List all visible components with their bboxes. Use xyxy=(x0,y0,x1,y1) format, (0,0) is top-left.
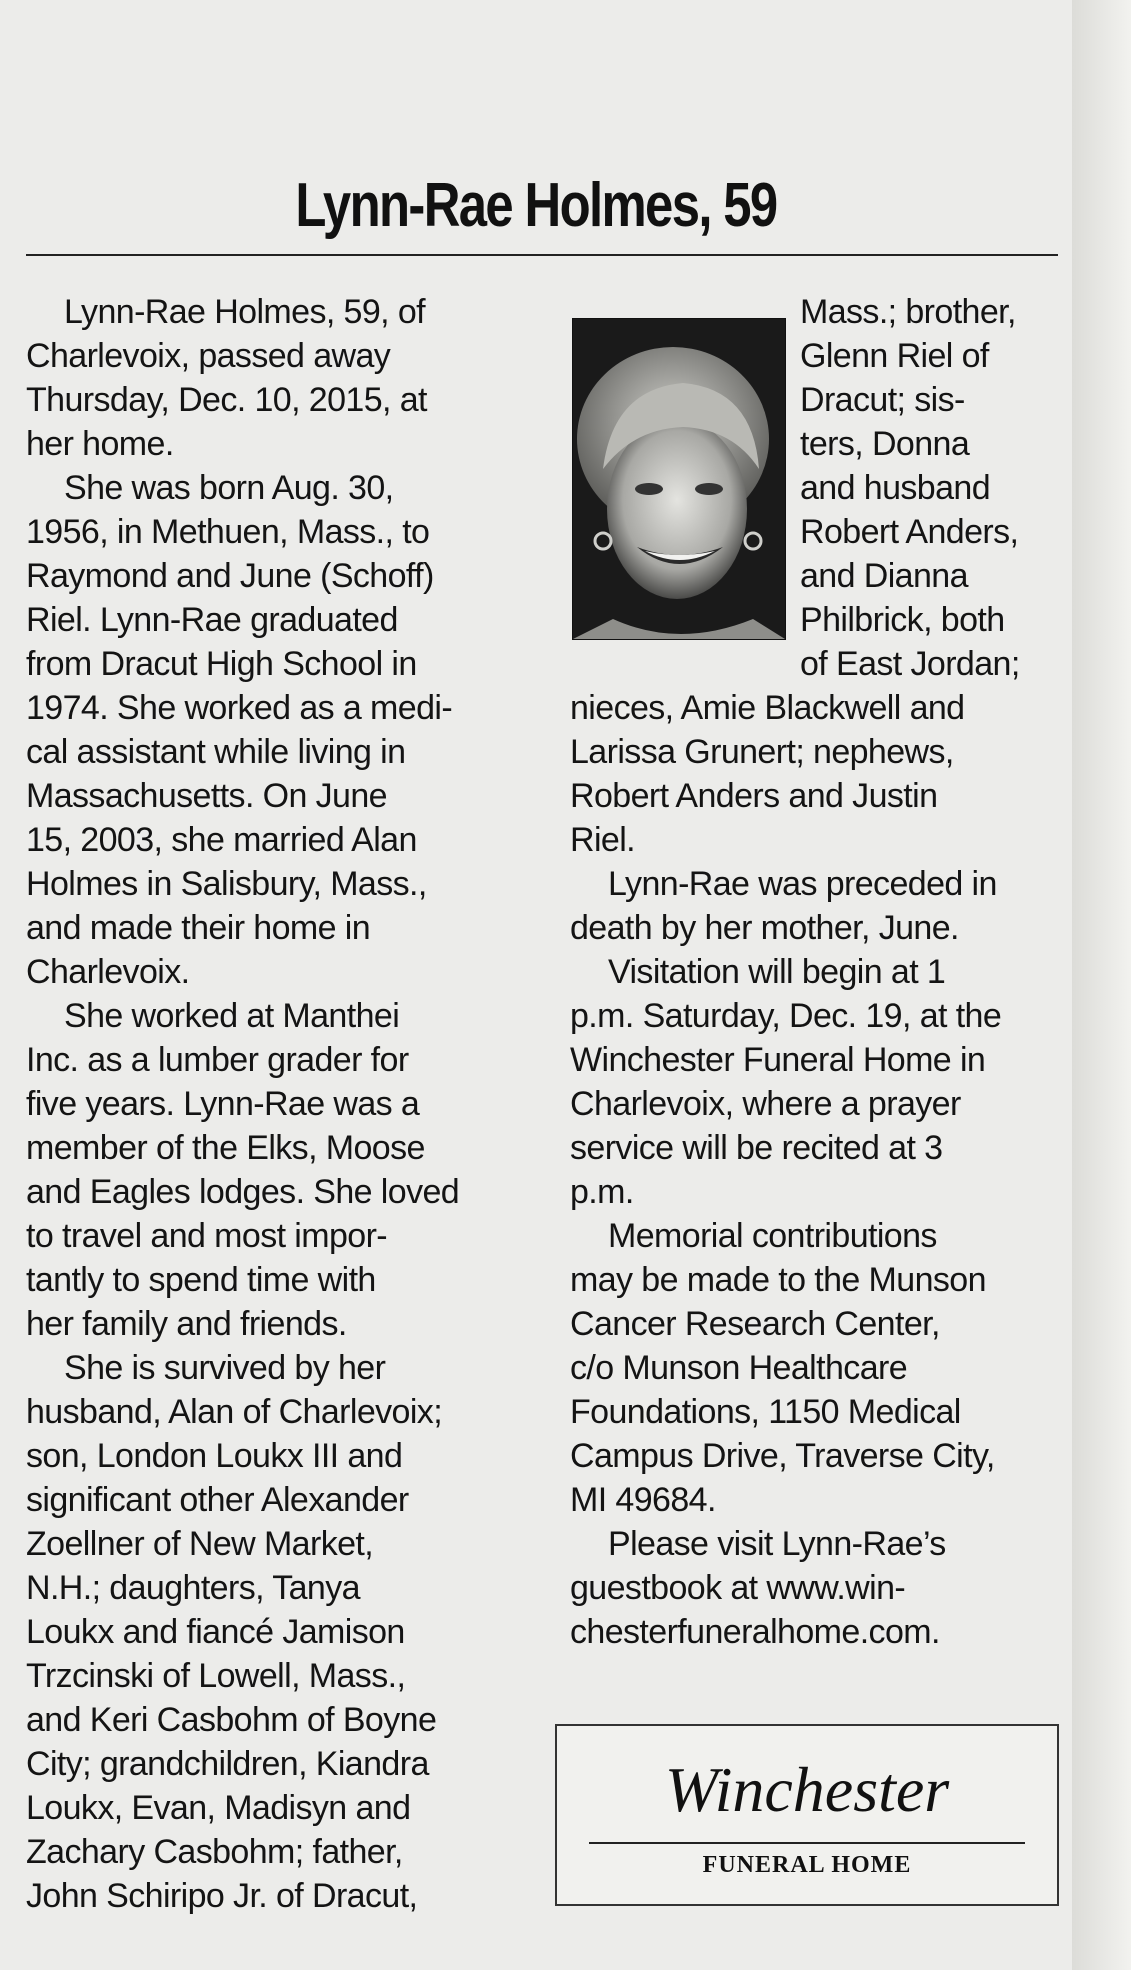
text-line: Loukx and fiancé Jamison xyxy=(26,1613,405,1651)
text-line: cal assistant while living in xyxy=(26,733,406,771)
text-line: Memorial contributions xyxy=(608,1217,937,1255)
text-line: City; grandchildren, Kiandra xyxy=(26,1745,429,1783)
headline-rule xyxy=(26,254,1058,256)
text-line: from Dracut High School in xyxy=(26,645,417,683)
text-line: of East Jordan; xyxy=(800,645,1020,683)
text-line: Massachusetts. On June xyxy=(26,777,387,815)
text-line: Lynn-Rae Holmes, 59, of xyxy=(64,293,426,331)
text-line: her home. xyxy=(26,425,174,463)
text-line: p.m. Saturday, Dec. 19, at the xyxy=(570,997,1002,1035)
text-line: Winchester Funeral Home in xyxy=(570,1041,986,1079)
text-line: Philbrick, both xyxy=(800,601,1005,639)
text-line: Please visit Lynn-Rae’s xyxy=(608,1525,946,1563)
text-line: She was born Aug. 30, xyxy=(64,469,394,507)
text-line: MI 49684. xyxy=(570,1481,716,1519)
text-line: c/o Munson Healthcare xyxy=(570,1349,908,1387)
text-line: p.m. xyxy=(570,1173,634,1211)
left-column-text xyxy=(26,290,526,1918)
text-line: guestbook at www.win- xyxy=(570,1569,906,1607)
text-line: 1974. She worked as a medi- xyxy=(26,689,453,727)
text-line: Zoellner of New Market, xyxy=(26,1525,374,1563)
text-line: Mass.; brother, xyxy=(800,293,1016,331)
text-line: Glenn Riel of xyxy=(800,337,989,375)
text-line: and Dianna xyxy=(800,557,968,595)
text-line: son, London Loukx III and xyxy=(26,1437,403,1475)
winchester-logo: Winchester xyxy=(664,1754,950,1825)
funeral-home-ad xyxy=(555,1724,1059,1906)
text-line: Raymond and June (Schoff) xyxy=(26,557,434,595)
text-line: Trzcinski of Lowell, Mass., xyxy=(26,1657,406,1695)
text-line: ters, Donna xyxy=(800,425,970,463)
text-line: Riel. xyxy=(570,821,636,859)
text-line: service will be recited at 3 xyxy=(570,1129,943,1167)
text-line: Charlevoix, passed away xyxy=(26,337,391,375)
text-line: Dracut; sis- xyxy=(800,381,965,419)
text-line: Foundations, 1150 Medical xyxy=(570,1393,961,1431)
text-line: Charlevoix. xyxy=(26,953,190,991)
text-line: Robert Anders, xyxy=(800,513,1019,551)
text-line: significant other Alexander xyxy=(26,1481,409,1519)
portrait-photo xyxy=(572,318,786,640)
text-line: Riel. Lynn-Rae graduated xyxy=(26,601,398,639)
text-line: She worked at Manthei xyxy=(64,997,400,1035)
text-line: and Eagles lodges. She loved xyxy=(26,1173,460,1211)
text-line: to travel and most impor- xyxy=(26,1217,388,1255)
ad-subtitle: FUNERAL HOME xyxy=(702,1852,912,1878)
text-line: Lynn-Rae was preceded in xyxy=(608,865,997,903)
text-line: five years. Lynn-Rae was a xyxy=(26,1085,420,1123)
text-line: and made their home in xyxy=(26,909,371,947)
text-line: N.H.; daughters, Tanya xyxy=(26,1569,360,1607)
text-line: death by her mother, June. xyxy=(570,909,959,947)
text-line: may be made to the Munson xyxy=(570,1261,986,1299)
text-line: and Keri Casbohm of Boyne xyxy=(26,1701,437,1739)
text-line: Loukx, Evan, Madisyn and xyxy=(26,1789,411,1827)
text-line: chesterfuneralhome.com. xyxy=(570,1613,940,1651)
ad-divider xyxy=(589,1842,1025,1844)
text-line: Charlevoix, where a prayer xyxy=(570,1085,961,1123)
text-line: Zachary Casbohm; father, xyxy=(26,1833,403,1871)
text-line: Robert Anders and Justin xyxy=(570,777,938,815)
text-line: 15, 2003, she married Alan xyxy=(26,821,417,859)
text-line: Visitation will begin at 1 xyxy=(608,953,946,991)
text-line: husband, Alan of Charlevoix; xyxy=(26,1393,443,1431)
text-line: Holmes in Salisbury, Mass., xyxy=(26,865,427,903)
text-line: John Schiripo Jr. of Dracut, xyxy=(26,1877,418,1915)
page-edge xyxy=(1072,0,1131,1970)
text-line: Cancer Research Center, xyxy=(570,1305,940,1343)
text-line: She is survived by her xyxy=(64,1349,386,1387)
right-column-top-text xyxy=(800,290,1060,686)
text-line: tantly to spend time with xyxy=(26,1261,376,1299)
text-line: Larissa Grunert; nephews, xyxy=(570,733,954,771)
text-line: 1956, in Methuen, Mass., to xyxy=(26,513,430,551)
text-line: and husband xyxy=(800,469,991,507)
text-line: her family and friends. xyxy=(26,1305,347,1343)
text-line: Campus Drive, Traverse City, xyxy=(570,1437,995,1475)
right-column-text xyxy=(570,686,1060,1654)
text-line: member of the Elks, Moose xyxy=(26,1129,425,1167)
text-line: nieces, Amie Blackwell and xyxy=(570,689,965,727)
text-line: Thursday, Dec. 10, 2015, at xyxy=(26,381,427,419)
obituary-headline: Lynn-Rae Holmes, 59 xyxy=(295,171,777,240)
text-line: Inc. as a lumber grader for xyxy=(26,1041,409,1079)
